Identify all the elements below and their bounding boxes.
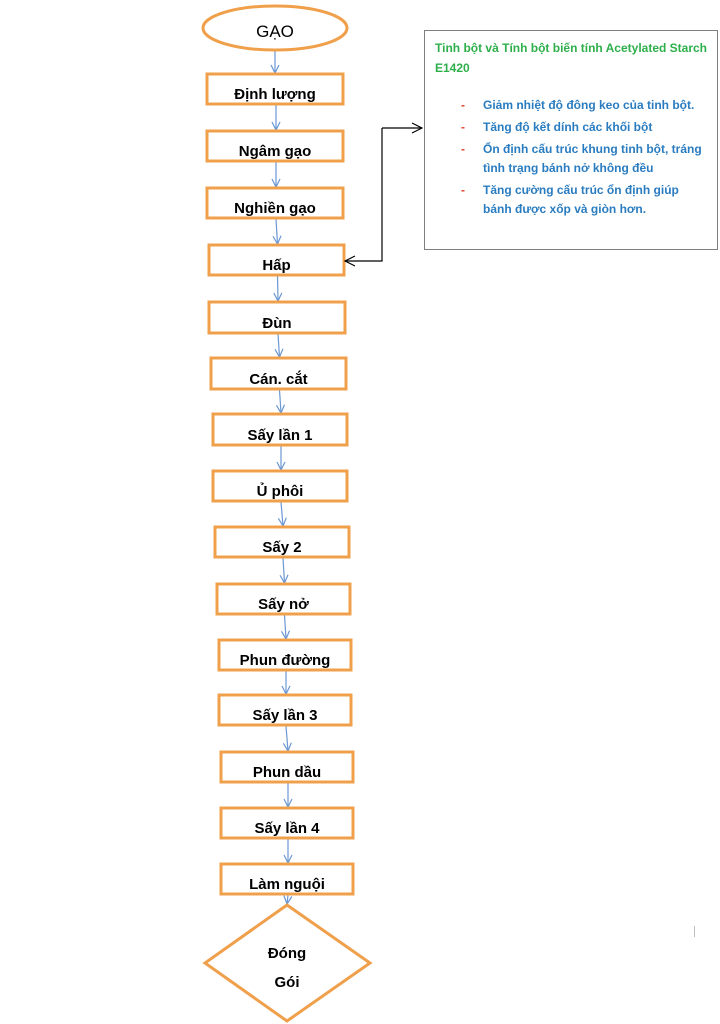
process-label: Nghiền gạo: [234, 200, 316, 217]
process-label: Phun đường: [239, 652, 331, 669]
bullet-dash: -: [461, 142, 465, 156]
process-label: Ngâm gạo: [238, 143, 312, 160]
bullet-dash: -: [461, 120, 465, 134]
note-item-text: Tăng độ kết dính các khối bột: [483, 120, 653, 134]
process-label: Sấy nở: [258, 596, 309, 613]
flow-arrow: [286, 726, 288, 751]
note-connector: [345, 128, 382, 261]
end-label: Gói: [274, 974, 300, 991]
edge-mark: [694, 926, 695, 937]
bullet-dash: -: [461, 98, 465, 112]
process-label: Sấy lần 4: [254, 820, 320, 837]
process-label: Sấy lần 1: [247, 427, 313, 444]
start-label: GẠO: [256, 22, 294, 41]
note-box: [424, 30, 718, 250]
flow-arrow: [278, 276, 279, 301]
note-title: Tinh bột và Tính bột biến tính Acetylated Starch E1420: [435, 41, 708, 75]
flow-arrow: [276, 219, 278, 244]
process-label: Hấp: [262, 257, 291, 274]
flow-arrow: [287, 895, 288, 904]
end-node: [205, 905, 370, 1021]
note-item: [435, 181, 707, 219]
flow-arrow: [280, 390, 282, 413]
process-label: Sấy 2: [262, 539, 302, 556]
bullet-dash: -: [461, 183, 465, 197]
note-item: [435, 118, 707, 137]
note-list: [435, 96, 707, 219]
note-item: [435, 96, 707, 115]
flow-arrow: [283, 558, 285, 583]
process-label: Đùn: [262, 315, 292, 332]
end-label: Đóng: [267, 945, 307, 962]
process-label: Làm nguội: [249, 876, 325, 893]
flow-arrow: [281, 502, 283, 526]
process-label: Sấy lần 3: [252, 707, 318, 724]
note-item-text: Giảm nhiệt độ đông keo của tinh bột.: [483, 98, 695, 112]
process-label: Cán. cắt: [249, 371, 308, 388]
flow-arrow: [278, 334, 280, 357]
note-item-text: Tăng cường cấu trúc ổn định giúp bánh được xốp và giòn hơn.: [483, 183, 679, 216]
process-label: Phun dầu: [252, 764, 322, 781]
flow-arrow: [285, 615, 287, 639]
note-item-text: Ổn định cấu trúc khung tinh bột, tráng tình trạng bánh nở không đều: [483, 142, 702, 175]
process-label: Định lượng: [234, 86, 316, 103]
note-item: [435, 140, 707, 178]
process-label: Ủ phôi: [256, 483, 304, 500]
